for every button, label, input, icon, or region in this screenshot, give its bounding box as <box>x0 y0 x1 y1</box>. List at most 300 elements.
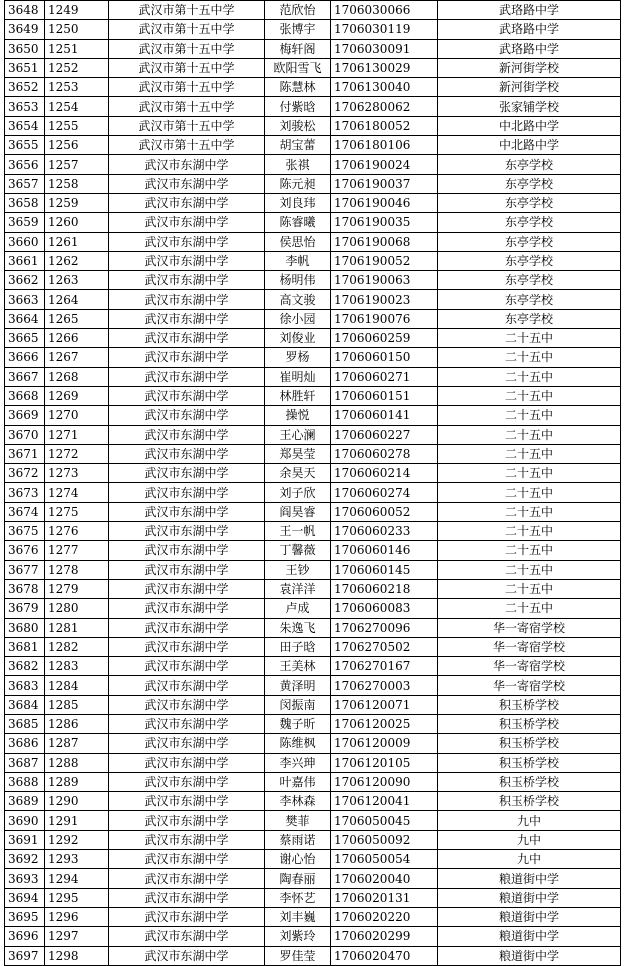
number-cell: 1285 <box>45 695 109 714</box>
student-id-cell: 1706060259 <box>331 329 438 348</box>
student-name-cell: 朱逸飞 <box>265 618 331 637</box>
school-cell: 武汉市第十五中学 <box>109 78 265 97</box>
origin-school-cell: 积玉桥学校 <box>438 792 621 811</box>
student-name-cell: 卢成 <box>265 599 331 618</box>
school-cell: 武汉市东湖中学 <box>109 232 265 251</box>
number-cell: 1269 <box>45 386 109 405</box>
table-row <box>5 251 621 270</box>
table-row <box>5 830 621 849</box>
seq-cell: 3681 <box>5 637 45 656</box>
table-row <box>5 946 621 965</box>
number-cell: 1267 <box>45 348 109 367</box>
school-cell: 武汉市东湖中学 <box>109 464 265 483</box>
student-id-cell: 1706030119 <box>331 20 438 39</box>
school-cell: 武汉市东湖中学 <box>109 599 265 618</box>
student-name-cell: 范欣怡 <box>265 1 331 20</box>
student-id-cell: 1706190024 <box>331 155 438 174</box>
table-row <box>5 502 621 521</box>
number-cell: 1266 <box>45 329 109 348</box>
number-cell: 1258 <box>45 174 109 193</box>
origin-school-cell: 新河街学校 <box>438 58 621 77</box>
student-name-cell: 李兴珅 <box>265 753 331 772</box>
number-cell: 1252 <box>45 58 109 77</box>
number-cell: 1261 <box>45 232 109 251</box>
school-cell: 武汉市东湖中学 <box>109 213 265 232</box>
school-cell: 武汉市东湖中学 <box>109 792 265 811</box>
table-row <box>5 155 621 174</box>
seq-cell: 3695 <box>5 907 45 926</box>
origin-school-cell: 二十五中 <box>438 406 621 425</box>
student-id-cell: 1706060150 <box>331 348 438 367</box>
seq-cell: 3678 <box>5 579 45 598</box>
origin-school-cell: 东亭学校 <box>438 193 621 212</box>
seq-cell: 3650 <box>5 39 45 58</box>
seq-cell: 3659 <box>5 213 45 232</box>
student-id-cell: 1706060227 <box>331 425 438 444</box>
table-row <box>5 425 621 444</box>
student-name-cell: 陶春丽 <box>265 869 331 888</box>
number-cell: 1297 <box>45 927 109 946</box>
school-cell: 武汉市东湖中学 <box>109 406 265 425</box>
number-cell: 1287 <box>45 734 109 753</box>
seq-cell: 3674 <box>5 502 45 521</box>
number-cell: 1259 <box>45 193 109 212</box>
table-row <box>5 367 621 386</box>
student-name-cell: 刘良玮 <box>265 193 331 212</box>
student-name-cell: 张博宇 <box>265 20 331 39</box>
seq-cell: 3673 <box>5 483 45 502</box>
school-cell: 武汉市第十五中学 <box>109 116 265 135</box>
origin-school-cell: 中北路中学 <box>438 116 621 135</box>
number-cell: 1276 <box>45 522 109 541</box>
number-cell: 1295 <box>45 888 109 907</box>
number-cell: 1268 <box>45 367 109 386</box>
student-id-cell: 1706120009 <box>331 734 438 753</box>
school-cell: 武汉市东湖中学 <box>109 927 265 946</box>
school-cell: 武汉市东湖中学 <box>109 946 265 965</box>
student-name-cell: 阎昊睿 <box>265 502 331 521</box>
origin-school-cell: 粮道街中学 <box>438 907 621 926</box>
school-cell: 武汉市东湖中学 <box>109 386 265 405</box>
student-id-cell: 1706190063 <box>331 271 438 290</box>
student-id-cell: 1706030091 <box>331 39 438 58</box>
student-name-cell: 罗杨 <box>265 348 331 367</box>
school-cell: 武汉市东湖中学 <box>109 850 265 869</box>
seq-cell: 3649 <box>5 20 45 39</box>
student-name-cell: 蔡雨诺 <box>265 830 331 849</box>
student-id-cell: 1706190037 <box>331 174 438 193</box>
student-id-cell: 1706060083 <box>331 599 438 618</box>
table-row <box>5 464 621 483</box>
student-name-cell: 陈维枫 <box>265 734 331 753</box>
seq-cell: 3676 <box>5 541 45 560</box>
student-name-cell: 王钞 <box>265 560 331 579</box>
origin-school-cell: 二十五中 <box>438 367 621 386</box>
student-id-cell: 1706060151 <box>331 386 438 405</box>
table-row <box>5 116 621 135</box>
student-id-cell: 1706270096 <box>331 618 438 637</box>
student-name-cell: 王一帆 <box>265 522 331 541</box>
origin-school-cell: 二十五中 <box>438 348 621 367</box>
seq-cell: 3648 <box>5 1 45 20</box>
origin-school-cell: 二十五中 <box>438 579 621 598</box>
student-id-cell: 1706060274 <box>331 483 438 502</box>
table-row <box>5 695 621 714</box>
school-cell: 武汉市东湖中学 <box>109 290 265 309</box>
seq-cell: 3655 <box>5 136 45 155</box>
seq-cell: 3684 <box>5 695 45 714</box>
origin-school-cell: 东亭学校 <box>438 232 621 251</box>
seq-cell: 3661 <box>5 251 45 270</box>
student-name-cell: 刘丰巍 <box>265 907 331 926</box>
student-id-cell: 1706060271 <box>331 367 438 386</box>
origin-school-cell: 华一寄宿学校 <box>438 676 621 695</box>
number-cell: 1260 <box>45 213 109 232</box>
origin-school-cell: 二十五中 <box>438 386 621 405</box>
seq-cell: 3672 <box>5 464 45 483</box>
number-cell: 1253 <box>45 78 109 97</box>
student-id-cell: 1706120025 <box>331 714 438 733</box>
student-id-cell: 1706130029 <box>331 58 438 77</box>
table-row <box>5 444 621 463</box>
student-name-cell: 王心澜 <box>265 425 331 444</box>
origin-school-cell: 华一寄宿学校 <box>438 657 621 676</box>
table-row <box>5 869 621 888</box>
origin-school-cell: 东亭学校 <box>438 213 621 232</box>
seq-cell: 3667 <box>5 367 45 386</box>
school-cell: 武汉市东湖中学 <box>109 637 265 656</box>
school-cell: 武汉市东湖中学 <box>109 579 265 598</box>
number-cell: 1257 <box>45 155 109 174</box>
origin-school-cell: 东亭学校 <box>438 309 621 328</box>
origin-school-cell: 华一寄宿学校 <box>438 618 621 637</box>
table-row <box>5 850 621 869</box>
number-cell: 1262 <box>45 251 109 270</box>
number-cell: 1281 <box>45 618 109 637</box>
student-id-cell: 1706190035 <box>331 213 438 232</box>
origin-school-cell: 二十五中 <box>438 560 621 579</box>
student-name-cell: 付紫晗 <box>265 97 331 116</box>
origin-school-cell: 华一寄宿学校 <box>438 637 621 656</box>
table-row <box>5 78 621 97</box>
number-cell: 1282 <box>45 637 109 656</box>
school-cell: 武汉市第十五中学 <box>109 136 265 155</box>
school-cell: 武汉市东湖中学 <box>109 830 265 849</box>
student-name-cell: 徐小园 <box>265 309 331 328</box>
table-row <box>5 136 621 155</box>
number-cell: 1288 <box>45 753 109 772</box>
table-row <box>5 676 621 695</box>
student-name-cell: 高文骏 <box>265 290 331 309</box>
number-cell: 1265 <box>45 309 109 328</box>
school-cell: 武汉市东湖中学 <box>109 657 265 676</box>
student-name-cell: 陈睿曦 <box>265 213 331 232</box>
school-cell: 武汉市东湖中学 <box>109 869 265 888</box>
student-name-cell: 余昊天 <box>265 464 331 483</box>
table-row <box>5 753 621 772</box>
number-cell: 1274 <box>45 483 109 502</box>
admission-list-table <box>4 0 621 966</box>
number-cell: 1284 <box>45 676 109 695</box>
table-row <box>5 792 621 811</box>
student-id-cell: 1706060278 <box>331 444 438 463</box>
student-name-cell: 崔明灿 <box>265 367 331 386</box>
number-cell: 1271 <box>45 425 109 444</box>
student-name-cell: 陈慧林 <box>265 78 331 97</box>
student-id-cell: 1706120071 <box>331 695 438 714</box>
number-cell: 1290 <box>45 792 109 811</box>
number-cell: 1291 <box>45 811 109 830</box>
table-row <box>5 599 621 618</box>
student-id-cell: 1706190052 <box>331 251 438 270</box>
school-cell: 武汉市东湖中学 <box>109 174 265 193</box>
table-row <box>5 39 621 58</box>
student-name-cell: 刘俊业 <box>265 329 331 348</box>
table-row <box>5 560 621 579</box>
number-cell: 1294 <box>45 869 109 888</box>
origin-school-cell: 武珞路中学 <box>438 39 621 58</box>
origin-school-cell: 积玉桥学校 <box>438 695 621 714</box>
school-cell: 武汉市东湖中学 <box>109 251 265 270</box>
student-name-cell: 罗佳莹 <box>265 946 331 965</box>
school-cell: 武汉市东湖中学 <box>109 676 265 695</box>
student-id-cell: 1706030066 <box>331 1 438 20</box>
seq-cell: 3663 <box>5 290 45 309</box>
table-row <box>5 522 621 541</box>
student-id-cell: 1706180106 <box>331 136 438 155</box>
school-cell: 武汉市东湖中学 <box>109 695 265 714</box>
student-id-cell: 1706060146 <box>331 541 438 560</box>
origin-school-cell: 粮道街中学 <box>438 927 621 946</box>
seq-cell: 3687 <box>5 753 45 772</box>
student-id-cell: 1706060145 <box>331 560 438 579</box>
student-id-cell: 1706120090 <box>331 772 438 791</box>
student-id-cell: 1706060214 <box>331 464 438 483</box>
origin-school-cell: 东亭学校 <box>438 174 621 193</box>
number-cell: 1292 <box>45 830 109 849</box>
seq-cell: 3694 <box>5 888 45 907</box>
number-cell: 1293 <box>45 850 109 869</box>
origin-school-cell: 粮道街中学 <box>438 888 621 907</box>
number-cell: 1279 <box>45 579 109 598</box>
school-cell: 武汉市第十五中学 <box>109 39 265 58</box>
student-name-cell: 黄泽明 <box>265 676 331 695</box>
seq-cell: 3671 <box>5 444 45 463</box>
table-row <box>5 579 621 598</box>
seq-cell: 3675 <box>5 522 45 541</box>
student-name-cell: 操悦 <box>265 406 331 425</box>
student-name-cell: 袁洋洋 <box>265 579 331 598</box>
student-name-cell: 侯思怡 <box>265 232 331 251</box>
school-cell: 武汉市东湖中学 <box>109 193 265 212</box>
origin-school-cell: 二十五中 <box>438 483 621 502</box>
student-name-cell: 李怀艺 <box>265 888 331 907</box>
school-cell: 武汉市东湖中学 <box>109 734 265 753</box>
origin-school-cell: 二十五中 <box>438 444 621 463</box>
table-row <box>5 309 621 328</box>
origin-school-cell: 九中 <box>438 850 621 869</box>
table-row <box>5 58 621 77</box>
school-cell: 武汉市东湖中学 <box>109 560 265 579</box>
student-name-cell: 李帆 <box>265 251 331 270</box>
origin-school-cell: 二十五中 <box>438 329 621 348</box>
seq-cell: 3654 <box>5 116 45 135</box>
seq-cell: 3652 <box>5 78 45 97</box>
origin-school-cell: 武珞路中学 <box>438 20 621 39</box>
student-name-cell: 谢心怡 <box>265 850 331 869</box>
school-cell: 武汉市东湖中学 <box>109 309 265 328</box>
student-id-cell: 1706050045 <box>331 811 438 830</box>
student-id-cell: 1706120105 <box>331 753 438 772</box>
origin-school-cell: 东亭学校 <box>438 155 621 174</box>
school-cell: 武汉市东湖中学 <box>109 618 265 637</box>
student-name-cell: 欧阳雪飞 <box>265 58 331 77</box>
origin-school-cell: 东亭学校 <box>438 290 621 309</box>
table-row <box>5 1 621 20</box>
school-cell: 武汉市第十五中学 <box>109 1 265 20</box>
origin-school-cell: 二十五中 <box>438 502 621 521</box>
seq-cell: 3683 <box>5 676 45 695</box>
seq-cell: 3653 <box>5 97 45 116</box>
school-cell: 武汉市东湖中学 <box>109 444 265 463</box>
school-cell: 武汉市东湖中学 <box>109 271 265 290</box>
seq-cell: 3660 <box>5 232 45 251</box>
student-id-cell: 1706120041 <box>331 792 438 811</box>
seq-cell: 3662 <box>5 271 45 290</box>
school-cell: 武汉市东湖中学 <box>109 888 265 907</box>
student-id-cell: 1706060233 <box>331 522 438 541</box>
origin-school-cell: 武珞路中学 <box>438 1 621 20</box>
student-id-cell: 1706280062 <box>331 97 438 116</box>
origin-school-cell: 东亭学校 <box>438 251 621 270</box>
student-name-cell: 陈元昶 <box>265 174 331 193</box>
number-cell: 1280 <box>45 599 109 618</box>
school-cell: 武汉市东湖中学 <box>109 753 265 772</box>
student-id-cell: 1706130040 <box>331 78 438 97</box>
origin-school-cell: 积玉桥学校 <box>438 772 621 791</box>
seq-cell: 3670 <box>5 425 45 444</box>
seq-cell: 3697 <box>5 946 45 965</box>
student-name-cell: 张祺 <box>265 155 331 174</box>
seq-cell: 3656 <box>5 155 45 174</box>
table-row <box>5 329 621 348</box>
table-row <box>5 888 621 907</box>
number-cell: 1275 <box>45 502 109 521</box>
table-row <box>5 927 621 946</box>
origin-school-cell: 新河街学校 <box>438 78 621 97</box>
number-cell: 1263 <box>45 271 109 290</box>
school-cell: 武汉市东湖中学 <box>109 811 265 830</box>
seq-cell: 3677 <box>5 560 45 579</box>
student-id-cell: 1706190023 <box>331 290 438 309</box>
student-id-cell: 1706050054 <box>331 850 438 869</box>
school-cell: 武汉市东湖中学 <box>109 907 265 926</box>
origin-school-cell: 东亭学校 <box>438 271 621 290</box>
number-cell: 1249 <box>45 1 109 20</box>
student-id-cell: 1706020220 <box>331 907 438 926</box>
school-cell: 武汉市东湖中学 <box>109 502 265 521</box>
origin-school-cell: 粮道街中学 <box>438 869 621 888</box>
origin-school-cell: 二十五中 <box>438 599 621 618</box>
number-cell: 1270 <box>45 406 109 425</box>
seq-cell: 3679 <box>5 599 45 618</box>
table-row <box>5 290 621 309</box>
number-cell: 1255 <box>45 116 109 135</box>
table-row <box>5 406 621 425</box>
school-cell: 武汉市第十五中学 <box>109 20 265 39</box>
school-cell: 武汉市东湖中学 <box>109 772 265 791</box>
student-id-cell: 1706020040 <box>331 869 438 888</box>
school-cell: 武汉市东湖中学 <box>109 714 265 733</box>
student-id-cell: 1706270003 <box>331 676 438 695</box>
table-row <box>5 907 621 926</box>
school-cell: 武汉市东湖中学 <box>109 522 265 541</box>
table-row <box>5 386 621 405</box>
student-id-cell: 1706190076 <box>331 309 438 328</box>
seq-cell: 3691 <box>5 830 45 849</box>
school-cell: 武汉市东湖中学 <box>109 329 265 348</box>
table-row <box>5 541 621 560</box>
school-cell: 武汉市东湖中学 <box>109 155 265 174</box>
student-id-cell: 1706020470 <box>331 946 438 965</box>
origin-school-cell: 二十五中 <box>438 541 621 560</box>
number-cell: 1272 <box>45 444 109 463</box>
origin-school-cell: 积玉桥学校 <box>438 714 621 733</box>
origin-school-cell: 粮道街中学 <box>438 946 621 965</box>
seq-cell: 3696 <box>5 927 45 946</box>
seq-cell: 3665 <box>5 329 45 348</box>
student-name-cell: 樊菲 <box>265 811 331 830</box>
student-name-cell: 闵振南 <box>265 695 331 714</box>
table-row <box>5 20 621 39</box>
number-cell: 1277 <box>45 541 109 560</box>
student-name-cell: 林胜轩 <box>265 386 331 405</box>
student-name-cell: 王美林 <box>265 657 331 676</box>
origin-school-cell: 张家铺学校 <box>438 97 621 116</box>
table-row <box>5 97 621 116</box>
student-name-cell: 田子晗 <box>265 637 331 656</box>
school-cell: 武汉市东湖中学 <box>109 541 265 560</box>
seq-cell: 3668 <box>5 386 45 405</box>
student-name-cell: 李林森 <box>265 792 331 811</box>
school-cell: 武汉市第十五中学 <box>109 58 265 77</box>
student-id-cell: 1706270502 <box>331 637 438 656</box>
student-id-cell: 1706060052 <box>331 502 438 521</box>
number-cell: 1283 <box>45 657 109 676</box>
seq-cell: 3692 <box>5 850 45 869</box>
student-id-cell: 1706020131 <box>331 888 438 907</box>
origin-school-cell: 积玉桥学校 <box>438 734 621 753</box>
student-id-cell: 1706190046 <box>331 193 438 212</box>
student-name-cell: 刘骏松 <box>265 116 331 135</box>
seq-cell: 3689 <box>5 792 45 811</box>
origin-school-cell: 二十五中 <box>438 522 621 541</box>
student-name-cell: 刘紫玲 <box>265 927 331 946</box>
number-cell: 1251 <box>45 39 109 58</box>
student-name-cell: 魏子昕 <box>265 714 331 733</box>
number-cell: 1264 <box>45 290 109 309</box>
student-name-cell: 梅轩阁 <box>265 39 331 58</box>
student-name-cell: 丁馨薇 <box>265 541 331 560</box>
number-cell: 1289 <box>45 772 109 791</box>
number-cell: 1298 <box>45 946 109 965</box>
seq-cell: 3666 <box>5 348 45 367</box>
table-row <box>5 618 621 637</box>
origin-school-cell: 中北路中学 <box>438 136 621 155</box>
student-id-cell: 1706060141 <box>331 406 438 425</box>
school-cell: 武汉市第十五中学 <box>109 97 265 116</box>
school-cell: 武汉市东湖中学 <box>109 483 265 502</box>
